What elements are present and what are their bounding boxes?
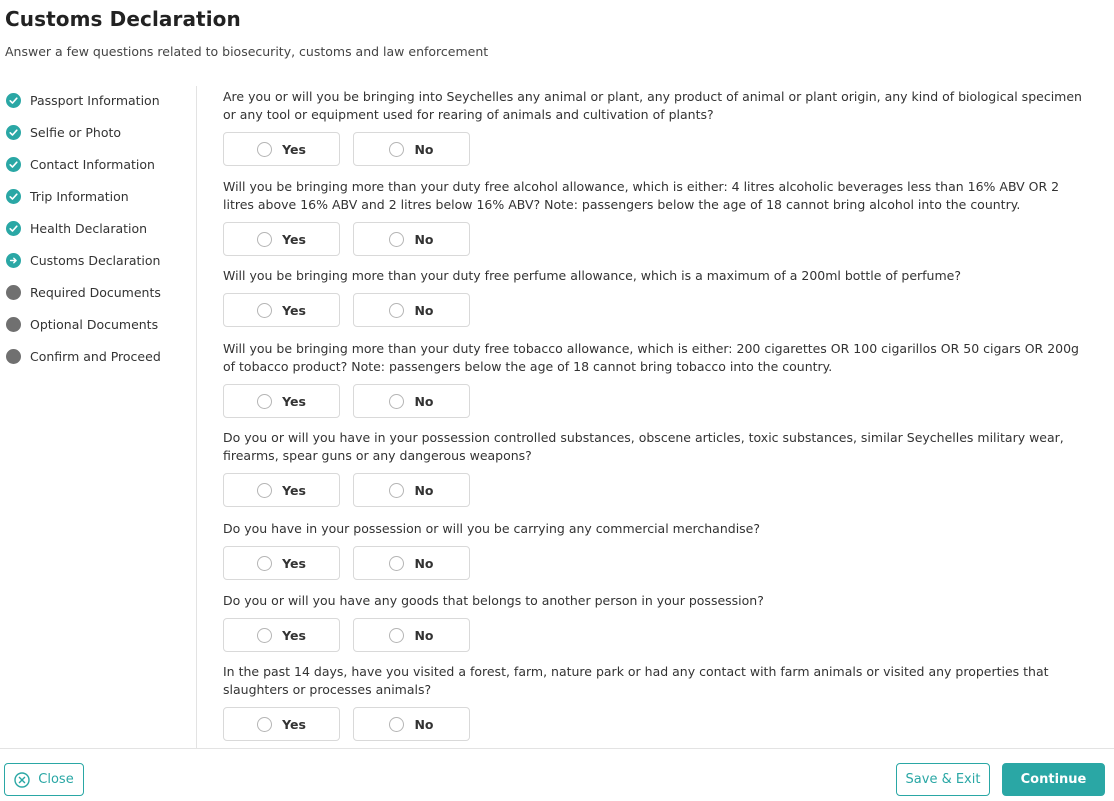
no-option[interactable] [353, 618, 470, 652]
check-icon [6, 189, 21, 204]
sidebar-step-label: Confirm and Proceed [30, 348, 161, 364]
close-button-label: Close [38, 772, 74, 787]
arrow-right-icon [6, 253, 21, 268]
radio-icon[interactable] [257, 303, 272, 318]
sidebar-step-contact-information[interactable] [6, 154, 155, 174]
radio-icon[interactable] [257, 232, 272, 247]
yes-no-options [223, 546, 483, 580]
no-option[interactable] [353, 546, 470, 580]
yes-label: Yes [282, 482, 306, 498]
radio-icon[interactable] [389, 303, 404, 318]
sidebar-step-passport-information[interactable] [6, 90, 160, 110]
save-exit-label: Save & Exit [905, 772, 981, 787]
dot-icon [6, 285, 21, 300]
radio-icon[interactable] [389, 232, 404, 247]
page-subtitle: Answer a few questions related to biosecurity, customs and law enforcement [5, 44, 489, 59]
yes-label: Yes [282, 141, 306, 157]
no-option[interactable] [353, 707, 470, 741]
yes-option[interactable] [223, 222, 340, 256]
question-block [223, 429, 1093, 498]
sidebar-step-label: Selfie or Photo [30, 124, 122, 140]
save-exit-button[interactable] [896, 763, 990, 796]
question-text: Do you or will you have in your possession controlled substances, obscene articles, toxic substances, similar Seychelles military wear, firearms, spear guns or any dangerous weapons? [223, 430, 1064, 463]
no-label: No [414, 482, 434, 498]
yes-option[interactable] [223, 618, 340, 652]
radio-icon[interactable] [257, 628, 272, 643]
yes-label: Yes [282, 393, 306, 409]
sidebar-step-required-documents[interactable] [6, 282, 161, 302]
question-block [223, 592, 1093, 643]
sidebar-step-label: Health Declaration [30, 220, 148, 236]
check-icon [6, 93, 21, 108]
radio-icon[interactable] [389, 556, 404, 571]
radio-icon[interactable] [389, 142, 404, 157]
no-label: No [414, 716, 434, 732]
yes-option[interactable] [223, 473, 340, 507]
no-label: No [414, 627, 434, 643]
question-text: Will you be bringing more than your duty free perfume allowance, which is a maximum of a 200ml bottle of perfume? [223, 268, 961, 283]
question-block [223, 88, 1093, 157]
radio-icon[interactable] [389, 394, 404, 409]
footer-bar [0, 748, 1114, 801]
check-icon [6, 157, 21, 172]
yes-label: Yes [282, 302, 306, 318]
sidebar-step-selfie-or-photo[interactable] [6, 122, 121, 142]
continue-label: Continue [1020, 772, 1087, 787]
sidebar-step-confirm-and-proceed[interactable] [6, 346, 161, 366]
yes-no-options [223, 618, 483, 652]
sidebar-step-optional-documents[interactable] [6, 314, 158, 334]
no-label: No [414, 141, 434, 157]
radio-icon[interactable] [389, 628, 404, 643]
no-label: No [414, 302, 434, 318]
no-option[interactable] [353, 473, 470, 507]
sidebar-step-label: Contact Information [30, 156, 155, 172]
yes-no-options [223, 707, 483, 741]
sidebar-step-label: Optional Documents [30, 316, 159, 332]
continue-button[interactable] [1002, 763, 1105, 796]
yes-label: Yes [282, 716, 306, 732]
radio-icon[interactable] [257, 142, 272, 157]
question-block [223, 663, 1093, 732]
radio-icon[interactable] [257, 556, 272, 571]
no-option[interactable] [353, 132, 470, 166]
sidebar-step-label: Required Documents [30, 284, 161, 300]
yes-option[interactable] [223, 384, 340, 418]
no-label: No [414, 393, 434, 409]
sidebar-step-health-declaration[interactable] [6, 218, 147, 238]
dot-icon [6, 317, 21, 332]
check-icon [6, 125, 21, 140]
sidebar-step-label: Passport Information [30, 92, 160, 108]
step-sidebar [0, 86, 197, 748]
question-text: In the past 14 days, have you visited a forest, farm, nature park or had any contact with farm animals or visited any properties that slaughters or processes animals? [223, 664, 1049, 697]
sidebar-step-customs-declaration[interactable] [6, 250, 160, 270]
question-block [223, 178, 1093, 247]
no-label: No [414, 231, 434, 247]
yes-label: Yes [282, 555, 306, 571]
sidebar-step-label: Customs Declaration [30, 252, 161, 268]
yes-no-options [223, 293, 483, 327]
no-option[interactable] [353, 384, 470, 418]
no-option[interactable] [353, 293, 470, 327]
yes-label: Yes [282, 627, 306, 643]
yes-option[interactable] [223, 293, 340, 327]
radio-icon[interactable] [389, 483, 404, 498]
radio-icon[interactable] [257, 394, 272, 409]
question-text: Will you be bringing more than your duty free tobacco allowance, which is either: 200 cigarettes OR 100 cigarillos OR 50 cigars OR 200g of tobacco product? Note: passengers below the age of 18 cannot bring tobacco into the country. [223, 341, 1079, 374]
radio-icon[interactable] [257, 483, 272, 498]
no-option[interactable] [353, 222, 470, 256]
yes-no-options [223, 473, 483, 507]
yes-no-options [223, 384, 483, 418]
question-block [223, 267, 1093, 318]
sidebar-step-label: Trip Information [30, 188, 129, 204]
yes-no-options [223, 132, 483, 166]
question-text: Do you have in your possession or will you be carrying any commercial merchandise? [223, 521, 761, 536]
page-title: Customs Declaration [5, 7, 241, 31]
dot-icon [6, 349, 21, 364]
yes-option[interactable] [223, 546, 340, 580]
check-icon [6, 221, 21, 236]
question-block [223, 340, 1093, 409]
no-label: No [414, 555, 434, 571]
question-block [223, 520, 1093, 571]
sidebar-step-trip-information[interactable] [6, 186, 129, 206]
yes-option[interactable] [223, 707, 340, 741]
radio-icon[interactable] [389, 717, 404, 732]
question-text: Are you or will you be bringing into Seychelles any animal or plant, any product of animal or plant origin, any kind of biological specimen or any tool or equipment used for rearing of animals and cultivation of plants? [223, 89, 1082, 122]
close-circle-icon [14, 772, 30, 788]
radio-icon[interactable] [257, 717, 272, 732]
question-text: Do you or will you have any goods that belongs to another person in your possession? [223, 593, 764, 608]
close-button[interactable] [4, 763, 84, 796]
question-text: Will you be bringing more than your duty free alcohol allowance, which is either: 4 litres alcoholic beverages less than 16% ABV OR 2 litres above 16% ABV and 2 litres below 16% ABV? Note: passengers below the age of 18 cannot bring alcohol into the country. [223, 179, 1060, 212]
yes-label: Yes [282, 231, 306, 247]
yes-option[interactable] [223, 132, 340, 166]
yes-no-options [223, 222, 483, 256]
